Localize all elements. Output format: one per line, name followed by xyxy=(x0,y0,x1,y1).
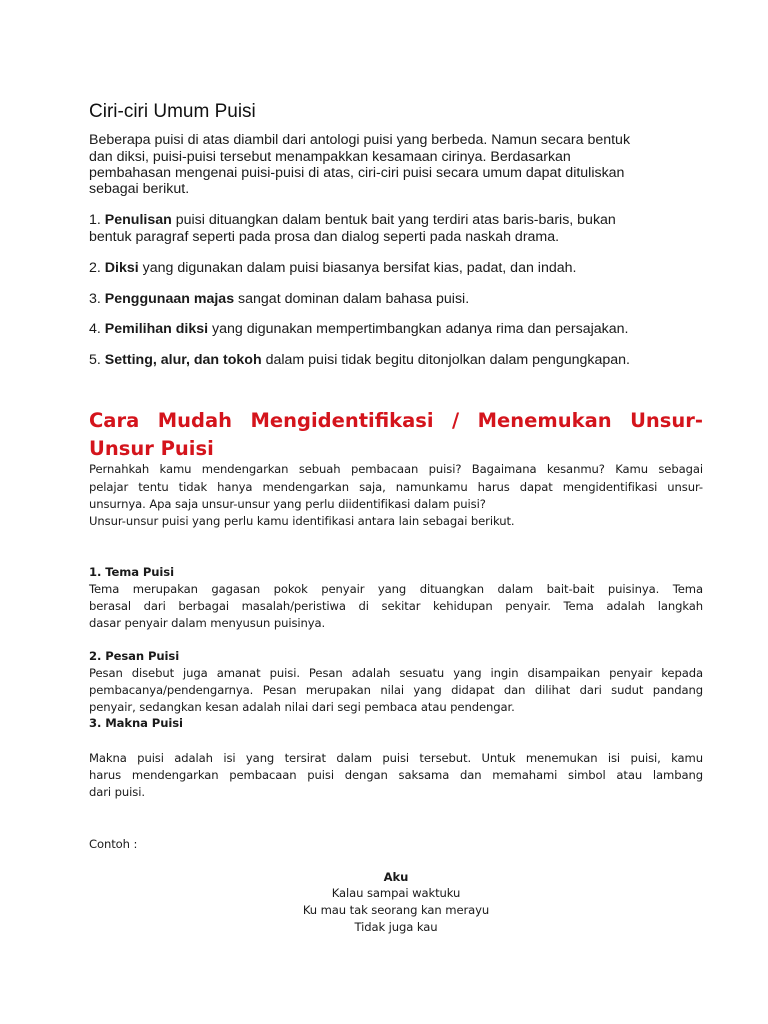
body-line: dari puisi. xyxy=(89,785,145,799)
body-line: pembacanya/pendengarnya. Pesan merupakan nilai yang didapat dan dilihat dari sudut pandang xyxy=(89,683,703,697)
poem-line: Tidak juga kau xyxy=(354,920,438,934)
body-line: Pesan disebut juga amanat puisi. Pesan adalah sesuatu yang ingin disampaikan penyair kepada xyxy=(89,666,703,680)
body-line: Tema merupakan gagasan pokok penyair yang dituangkan dalam bait-bait puisinya. Tema xyxy=(89,582,703,596)
subheading-tema: 1. Tema Puisi xyxy=(89,565,174,579)
item-term: Setting, alur, dan tokoh xyxy=(104,352,262,368)
item-term: Diksi xyxy=(104,260,139,276)
subheading-pesan: 2. Pesan Puisi xyxy=(89,649,180,663)
subheading-makna: 3. Makna Puisi xyxy=(89,716,183,730)
item-text: dalam puisi tidak begitu ditonjolkan dalam pengungkapan. xyxy=(261,352,630,368)
intro-line: dan diksi, puisi-puisi tersebut menampakkan kesamaan cirinya. Berdasarkan xyxy=(89,149,571,165)
poem-line: Kalau sampai waktuku xyxy=(331,886,461,900)
intro-line: sebagai berikut. xyxy=(89,181,190,197)
body-line: Makna puisi adalah isi yang tersirat dalam puisi tersebut. Untuk menemukan isi puisi, kamu xyxy=(89,751,703,765)
intro-line: pembahasan mengenai puisi-puisi di atas, ciri-ciri puisi secara umum dapat dituliskan xyxy=(89,165,625,181)
intro-line: Beberapa puisi di atas diambil dari antologi puisi yang berbeda. Namun secara bentuk xyxy=(89,132,631,148)
section-heading: Unsur Puisi xyxy=(89,437,214,460)
example-label: Contoh : xyxy=(89,837,138,851)
item-term: Pemilihan diksi xyxy=(104,321,209,337)
intro-line: Unsur-unsur puisi yang perlu kamu identifikasi antara lain sebagai berikut. xyxy=(89,514,515,528)
item-text: yang digunakan mempertimbangkan adanya rima dan persajakan. xyxy=(208,321,629,337)
intro-line: pelajar tentu tidak hanya mendengarkan saja, namunkamu harus dapat mengidentifikasi unsur- xyxy=(89,480,703,494)
body-line: berasal dari berbagai masalah/peristiwa di sekitar kehidupan penyair. Tema adalah langkah xyxy=(89,599,703,613)
intro-line: unsurnya. Apa saja unsur-unsur yang perlu diidentifikasi dalam puisi? xyxy=(89,497,486,511)
item-text: sangat dominan dalam bahasa puisi. xyxy=(234,291,470,307)
section-heading: Cara Mudah Mengidentifikasi / Menemukan Unsur- xyxy=(89,409,703,432)
body-line: harus mendengarkan pembacaan puisi dengan saksama dan memahami simbol atau lambang xyxy=(89,768,703,782)
item-number: 4. xyxy=(89,321,105,337)
item-text: puisi dituangkan dalam bentuk bait yang terdiri atas baris-baris, bukan xyxy=(171,212,616,228)
item-number: 1. xyxy=(89,212,105,228)
item-number: 5. xyxy=(89,352,105,368)
list-item xyxy=(89,321,628,338)
intro-line: Pernahkah kamu mendengarkan sebuah pembacaan puisi? Bagaimana kesanmu? Kamu sebagai xyxy=(89,462,703,476)
section-title: Ciri-ciri Umum Puisi xyxy=(89,101,256,122)
poem-title: Aku xyxy=(383,870,409,884)
list-item xyxy=(89,260,576,277)
list-item xyxy=(89,212,616,229)
item-number: 3. xyxy=(89,291,105,307)
list-item xyxy=(89,352,630,369)
body-line: dasar penyair dalam menyusun puisinya. xyxy=(89,616,326,630)
item-term: Penggunaan majas xyxy=(104,291,235,307)
list-item-continuation: bentuk paragraf seperti pada prosa dan dialog seperti pada naskah drama. xyxy=(89,229,560,245)
item-term: Penulisan xyxy=(104,212,172,228)
body-line: penyair, sedangkan kesan adalah nilai dari segi pembaca atau pendengar. xyxy=(89,700,515,714)
poem-line: Ku mau tak seorang kan merayu xyxy=(302,903,490,917)
item-text: yang digunakan dalam puisi biasanya bersifat kias, padat, dan indah. xyxy=(138,260,577,276)
list-item xyxy=(89,291,469,308)
item-number: 2. xyxy=(89,260,105,276)
